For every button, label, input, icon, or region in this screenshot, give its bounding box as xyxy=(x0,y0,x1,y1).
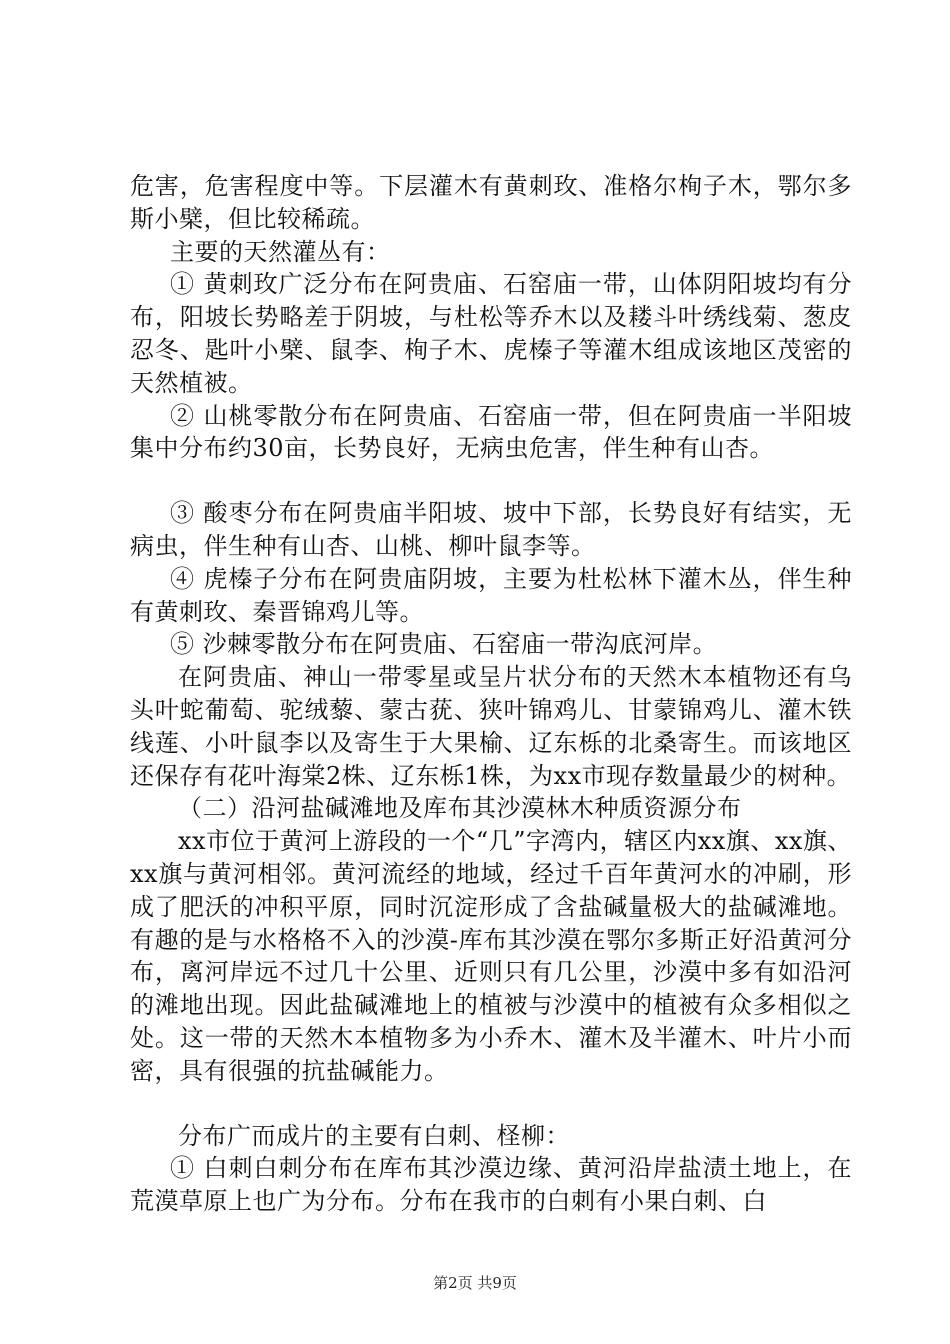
paragraph-hazard-continuation: 危害，危害程度中等。下层灌木有黄刺玫、准格尔栒子木，鄂尔多斯小檗，但比较稀疏。 xyxy=(130,172,852,233)
paragraph-yellow-river: xx市位于黄河上游段的一个“几”字湾内，辖区内xx旗、xx旗、xx旗与黄河相邻。黄河流经的地域，经过千百年黄河水的冲刷，形成了肥沃的冲积平原，同时沉淀形成了含盐碱量极大的盐碱滩地。有趣的是与水格格不入的沙漠-库布其沙漠在鄂尔多斯正好沿黄河分布，离河岸远不过几十公里、近则只有几公里，沙漠中多有如沿河的滩地出现。因此盐碱滩地上的植被与沙漠中的植被有众多相似之处。这一带的天然木本植物多为小乔木、灌木及半灌木、叶片小而密，具有很强的抗盐碱能力。 xyxy=(130,827,852,1085)
paragraph-widespread-heading: 分布广而成片的主要有白刺、柽柳： xyxy=(178,1121,570,1150)
paragraph-item-nitraria: ① 白刺白刺分布在库布其沙漠边缘、黄河沿岸盐渍土地上，在荒漠草原上也广为分布。分布在我市的白刺有小果白刺、白 xyxy=(130,1154,852,1216)
document-body xyxy=(130,170,852,1218)
page-footer: 第2页 共9页 xyxy=(433,1274,517,1292)
paragraph-item-3: ③ 酸枣分布在阿贵庙半阳坡、坡中下部，长势良好有结实，无病虫，伴生种有山杏、山桃、柳叶鼠李等。 xyxy=(130,499,852,560)
paragraph-item-2: ② 山桃零散分布在阿贵庙、石窑庙一带，但在阿贵庙一半阳坡集中分布约30亩，长势良好，无病虫危害，伴生种有山杏。 xyxy=(130,401,852,463)
section-heading-2: （二）沿河盐碱滩地及库布其沙漠林木种质资源分布 xyxy=(178,794,742,823)
paragraph-item-1: ① 黄刺玫广泛分布在阿贵庙、石窑庙一带，山体阴阳坡均有分布，阳坡长势略差于阴坡，与杜松等乔木以及耧斗叶绣线菊、葱皮忍冬、匙叶小檗、鼠李、栒子木、虎榛子等灌木组成该地区茂密的天然植被。 xyxy=(130,270,852,397)
paragraph-natural-shrubs-heading: 主要的天然灌丛有： xyxy=(170,237,391,266)
paragraph-other-species: 在阿贵庙、神山一带零星或呈片状分布的天然木本植物还有乌头叶蛇葡萄、驼绒藜、蒙古莸、狭叶锦鸡儿、甘蒙锦鸡儿、灌木铁线莲、小叶鼠李以及寄生于大果榆、辽东栎的北桑寄生。而该地区还保存有花叶海棠2株、辽东栎1株，为xx市现存数量最少的树种。 xyxy=(130,663,852,790)
paragraph-item-5: ⑤ 沙棘零散分布在阿贵庙、石窑庙一带沟底河岸。 xyxy=(170,630,718,659)
paragraph-item-4: ④ 虎榛子分布在阿贵庙阴坡，主要为杜松林下灌木丛，伴生种有黄刺玫、秦晋锦鸡儿等。 xyxy=(130,564,852,626)
